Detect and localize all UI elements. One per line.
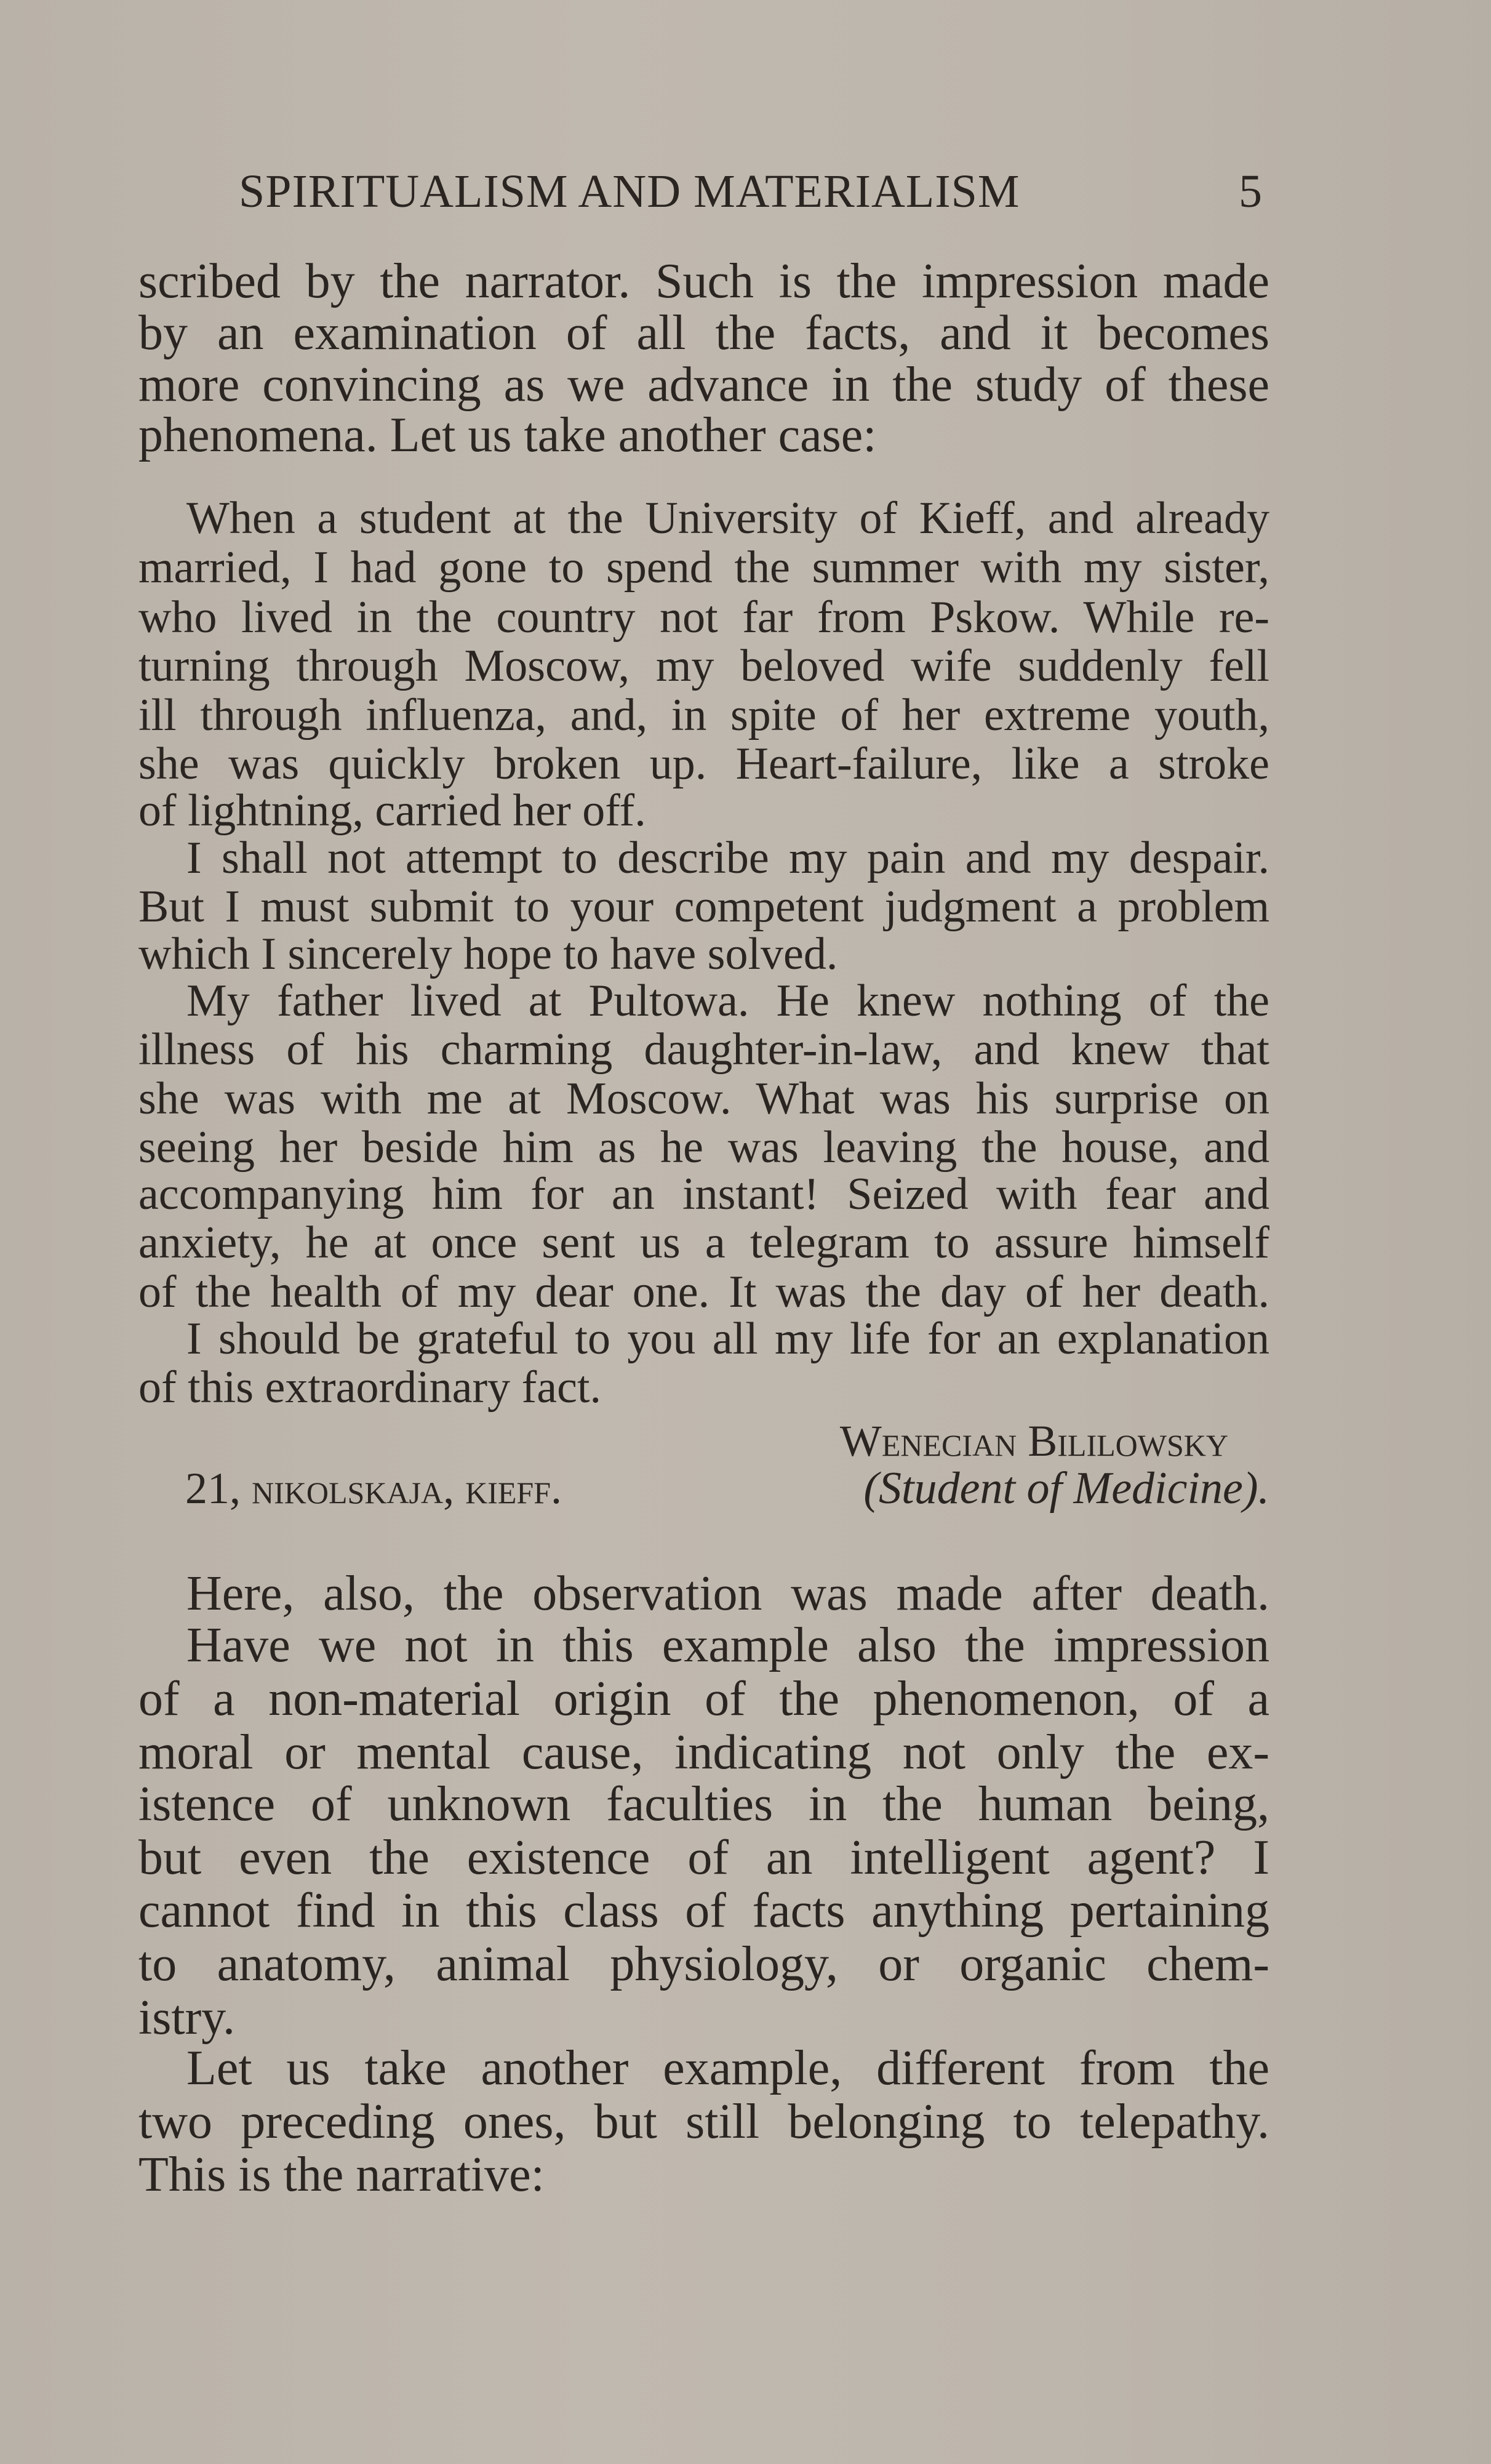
text-line: two preceding ones, but still belonging to telepathy. bbox=[138, 2095, 1269, 2149]
text-line: she was with me at Moscow. What was his surprise on bbox=[138, 1073, 1269, 1124]
text-line: istence of unknown faculties in the human being, bbox=[138, 1777, 1269, 1831]
text-line: I shall not attempt to describe my pain and my despair. bbox=[186, 833, 1269, 883]
text-line: of a non-material origin of the phenomenon, of a bbox=[138, 1672, 1269, 1726]
text-line: married, I had gone to spend the summer with my sister, bbox=[138, 542, 1269, 593]
text-line: which I sincerely hope to have solved. bbox=[138, 929, 838, 979]
text-line: cannot find in this class of facts anything pertaining bbox=[138, 1884, 1269, 1938]
text-line: When a student at the University of Kieff, and already bbox=[186, 493, 1269, 544]
text-line: to anatomy, animal physiology, or organic chem- bbox=[138, 1937, 1269, 1991]
letter-signature-title: (Student of Medicine). bbox=[863, 1463, 1269, 1514]
text-line: more convincing as we advance in the study of these bbox=[138, 358, 1269, 412]
text-line: by an examination of all the facts, and it becomes bbox=[138, 306, 1269, 360]
text-line: Have we not in this example also the impression bbox=[186, 1618, 1269, 1672]
text-line: turning through Moscow, my beloved wife suddenly fell bbox=[138, 641, 1269, 691]
text-line: ill through influenza, and, in spite of her extreme youth, bbox=[138, 690, 1269, 740]
text-line: My father lived at Pultowa. He knew nothing of the bbox=[186, 976, 1269, 1026]
text-line: Here, also, the observation was made after death. bbox=[186, 1567, 1269, 1621]
text-line: seeing her beside him as he was leaving the house, and bbox=[138, 1122, 1269, 1173]
text-line: scribed by the narrator. Such is the impression made bbox=[138, 254, 1269, 308]
text-line: accompanying him for an instant! Seized with fear and bbox=[138, 1169, 1269, 1219]
text-line: she was quickly broken up. Heart-failure, like a stroke bbox=[138, 739, 1269, 789]
text-line: anxiety, he at once sent us a telegram to assure himself bbox=[138, 1218, 1269, 1268]
text-line: I should be grateful to you all my life for an explanation bbox=[186, 1314, 1269, 1364]
text-line: of this extraordinary fact. bbox=[138, 1362, 602, 1413]
text-line: moral or mental cause, indicating not only the ex- bbox=[138, 1725, 1269, 1780]
text-line: illness of his charming daughter-in-law, and knew that bbox=[138, 1024, 1269, 1075]
text-line: of the health of my dear one. It was the day of her death. bbox=[138, 1267, 1269, 1317]
text-line: who lived in the country not far from Pskow. While re- bbox=[138, 592, 1269, 643]
text-line: of lightning, carried her off. bbox=[138, 785, 646, 836]
text-line: Let us take another example, different from the bbox=[186, 2041, 1269, 2095]
text-line: But I must submit to your competent judgment a problem bbox=[138, 881, 1269, 932]
text-line: phenomena. Let us take another case: bbox=[138, 408, 877, 462]
text-line: This is the narrative: bbox=[138, 2148, 545, 2202]
text-line: istry. bbox=[138, 1991, 236, 2045]
letter-signature-name: Wenecian Bililowsky bbox=[839, 1416, 1228, 1466]
running-title: SPIRITUALISM AND MATERIALISM bbox=[239, 166, 1020, 217]
text-line: but even the existence of an intelligent agent? I bbox=[138, 1831, 1269, 1885]
letter-address: 21, nikolskaja, kieff. bbox=[185, 1464, 562, 1513]
page-number: 5 bbox=[1239, 166, 1263, 217]
